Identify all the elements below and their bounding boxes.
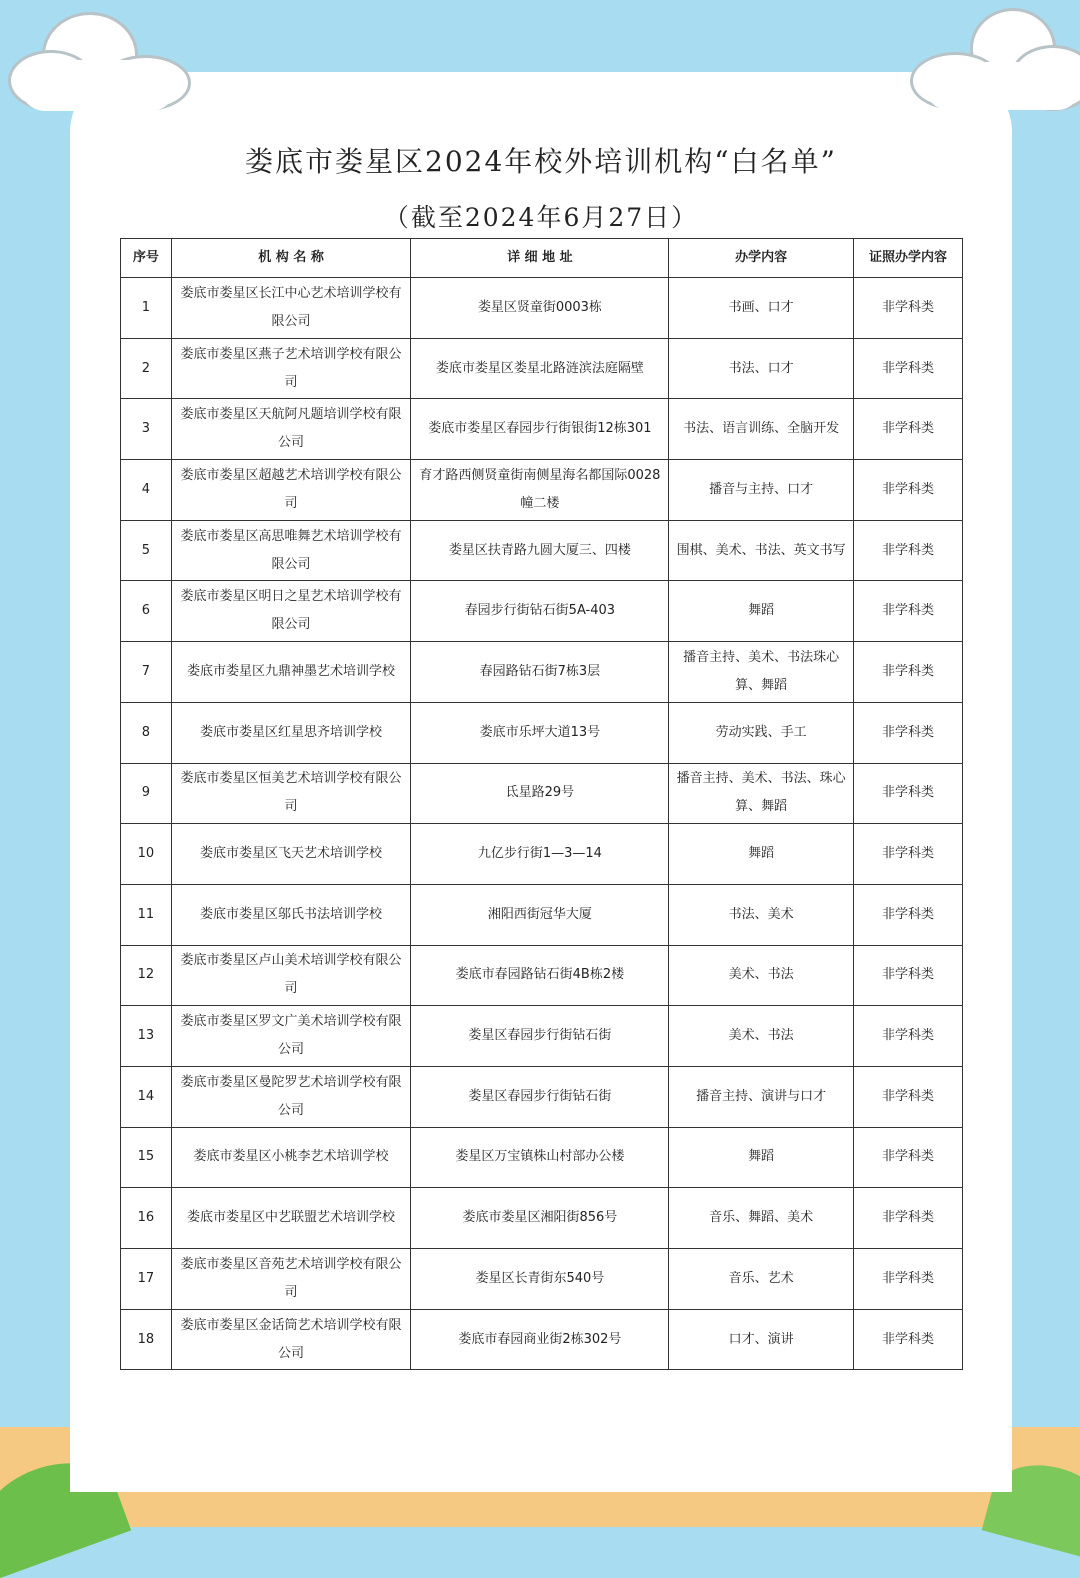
cell-name: 娄底市娄星区九鼎神墨艺术培训学校 xyxy=(171,642,411,703)
cell-license: 非学科类 xyxy=(853,884,962,945)
cell-content: 音乐、艺术 xyxy=(669,1249,854,1310)
cell-license: 非学科类 xyxy=(853,642,962,703)
cell-index: 16 xyxy=(121,1188,172,1249)
cell-index: 13 xyxy=(121,1006,172,1067)
table-row xyxy=(121,702,963,763)
cell-name: 娄底市娄星区长江中心艺术培训学校有限公司 xyxy=(171,278,411,339)
table-row xyxy=(121,278,963,339)
cell-address: 九亿步行街1—3—14 xyxy=(411,824,669,885)
cell-license: 非学科类 xyxy=(853,278,962,339)
cell-index: 5 xyxy=(121,520,172,581)
table-row xyxy=(121,884,963,945)
table-row xyxy=(121,581,963,642)
cell-address: 娄底市娄星区春园步行街银街12栋301 xyxy=(411,399,669,460)
cell-address: 氐星路29号 xyxy=(411,763,669,824)
cell-address: 娄星区扶青路九圆大厦三、四楼 xyxy=(411,520,669,581)
cell-address: 湘阳西街冠华大厦 xyxy=(411,884,669,945)
cell-address: 娄星区春园步行街钻石街 xyxy=(411,1006,669,1067)
cell-content: 书法、口才 xyxy=(669,338,854,399)
cell-address: 娄星区贤童街0003栋 xyxy=(411,278,669,339)
cell-content: 音乐、舞蹈、美术 xyxy=(669,1188,854,1249)
cell-index: 14 xyxy=(121,1066,172,1127)
cell-content: 舞蹈 xyxy=(669,824,854,885)
cell-license: 非学科类 xyxy=(853,338,962,399)
cell-address: 娄底市春园路钻石街4B栋2楼 xyxy=(411,945,669,1006)
cell-index: 4 xyxy=(121,460,172,521)
cell-address: 娄底市春园商业街2栋302号 xyxy=(411,1309,669,1370)
table-row xyxy=(121,1127,963,1188)
cell-address: 娄星区长青街东540号 xyxy=(411,1249,669,1310)
cell-license: 非学科类 xyxy=(853,1006,962,1067)
cell-content: 书法、语言训练、全脑开发 xyxy=(669,399,854,460)
cell-license: 非学科类 xyxy=(853,763,962,824)
table-row xyxy=(121,1066,963,1127)
cell-name: 娄底市娄星区红星思齐培训学校 xyxy=(171,702,411,763)
cell-address: 娄底市乐坪大道13号 xyxy=(411,702,669,763)
cell-license: 非学科类 xyxy=(853,945,962,1006)
cell-address: 娄星区春园步行街钻石街 xyxy=(411,1066,669,1127)
cell-name: 娄底市娄星区高思唯舞艺术培训学校有限公司 xyxy=(171,520,411,581)
table-row xyxy=(121,1249,963,1310)
cell-content: 围棋、美术、书法、英文书写 xyxy=(669,520,854,581)
header-name: 机 构 名 称 xyxy=(171,239,411,278)
cell-address: 娄底市娄星区湘阳街856号 xyxy=(411,1188,669,1249)
cell-name: 娄底市娄星区恒美艺术培训学校有限公司 xyxy=(171,763,411,824)
cell-license: 非学科类 xyxy=(853,1066,962,1127)
table-row xyxy=(121,460,963,521)
table-row xyxy=(121,1188,963,1249)
cell-index: 8 xyxy=(121,702,172,763)
cell-name: 娄底市娄星区天航阿凡题培训学校有限公司 xyxy=(171,399,411,460)
header-license: 证照办学内容 xyxy=(853,239,962,278)
cell-name: 娄底市娄星区燕子艺术培训学校有限公司 xyxy=(171,338,411,399)
cell-index: 6 xyxy=(121,581,172,642)
cell-name: 娄底市娄星区明日之星艺术培训学校有限公司 xyxy=(171,581,411,642)
cell-name: 娄底市娄星区卢山美术培训学校有限公司 xyxy=(171,945,411,1006)
cell-index: 17 xyxy=(121,1249,172,1310)
cell-content: 美术、书法 xyxy=(669,945,854,1006)
cell-content: 播音与主持、口才 xyxy=(669,460,854,521)
cell-index: 1 xyxy=(121,278,172,339)
table-row xyxy=(121,763,963,824)
cell-license: 非学科类 xyxy=(853,520,962,581)
cell-license: 非学科类 xyxy=(853,581,962,642)
cell-index: 11 xyxy=(121,884,172,945)
cell-index: 2 xyxy=(121,338,172,399)
cell-index: 18 xyxy=(121,1309,172,1370)
page-subtitle: （截至2024年6月27日） xyxy=(383,203,699,232)
cell-content: 播音主持、演讲与口才 xyxy=(669,1066,854,1127)
cell-name: 娄底市娄星区邬氏书法培训学校 xyxy=(171,884,411,945)
cell-content: 舞蹈 xyxy=(669,581,854,642)
table-row xyxy=(121,824,963,885)
table-row xyxy=(121,1309,963,1370)
cell-license: 非学科类 xyxy=(853,460,962,521)
cell-license: 非学科类 xyxy=(853,1127,962,1188)
cell-name: 娄底市娄星区小桃李艺术培训学校 xyxy=(171,1127,411,1188)
cell-license: 非学科类 xyxy=(853,1309,962,1370)
cell-content: 美术、书法 xyxy=(669,1006,854,1067)
cell-license: 非学科类 xyxy=(853,824,962,885)
cell-content: 播音主持、美术、书法、珠心算、舞蹈 xyxy=(669,763,854,824)
header-content: 办学内容 xyxy=(669,239,854,278)
table-row xyxy=(121,1006,963,1067)
cell-content: 书法、美术 xyxy=(669,884,854,945)
cell-name: 娄底市娄星区音苑艺术培训学校有限公司 xyxy=(171,1249,411,1310)
table-row xyxy=(121,520,963,581)
cell-content: 口才、演讲 xyxy=(669,1309,854,1370)
cell-name: 娄底市娄星区超越艺术培训学校有限公司 xyxy=(171,460,411,521)
cell-index: 7 xyxy=(121,642,172,703)
cell-address: 育才路西侧贤童街南侧星海名都国际0028幢二楼 xyxy=(411,460,669,521)
table-row xyxy=(121,338,963,399)
cell-index: 3 xyxy=(121,399,172,460)
cell-license: 非学科类 xyxy=(853,1188,962,1249)
table-row xyxy=(121,642,963,703)
header-address: 详 细 地 址 xyxy=(411,239,669,278)
cell-license: 非学科类 xyxy=(853,1249,962,1310)
cell-address: 春园步行街钻石街5A-403 xyxy=(411,581,669,642)
table-row xyxy=(121,945,963,1006)
cell-index: 12 xyxy=(121,945,172,1006)
cell-content: 劳动实践、手工 xyxy=(669,702,854,763)
cell-content: 书画、口才 xyxy=(669,278,854,339)
cell-address: 春园路钻石街7栋3层 xyxy=(411,642,669,703)
cell-address: 娄底市娄星区娄星北路涟滨法庭隔壁 xyxy=(411,338,669,399)
whitelist-table xyxy=(120,238,963,1370)
cell-name: 娄底市娄星区飞天艺术培训学校 xyxy=(171,824,411,885)
cell-name: 娄底市娄星区罗文广美术培训学校有限公司 xyxy=(171,1006,411,1067)
table-row xyxy=(121,399,963,460)
page-title: 娄底市娄星区2024年校外培训机构“白名单” xyxy=(245,145,837,178)
cell-index: 15 xyxy=(121,1127,172,1188)
cell-license: 非学科类 xyxy=(853,702,962,763)
cell-address: 娄星区万宝镇株山村部办公楼 xyxy=(411,1127,669,1188)
cell-content: 舞蹈 xyxy=(669,1127,854,1188)
header-index: 序号 xyxy=(121,239,172,278)
table-header-row xyxy=(121,239,963,278)
cell-index: 9 xyxy=(121,763,172,824)
cell-content: 播音主持、美术、书法珠心算、舞蹈 xyxy=(669,642,854,703)
cell-license: 非学科类 xyxy=(853,399,962,460)
cell-name: 娄底市娄星区曼陀罗艺术培训学校有限公司 xyxy=(171,1066,411,1127)
cell-name: 娄底市娄星区金话筒艺术培训学校有限公司 xyxy=(171,1309,411,1370)
cell-name: 娄底市娄星区中艺联盟艺术培训学校 xyxy=(171,1188,411,1249)
cell-index: 10 xyxy=(121,824,172,885)
